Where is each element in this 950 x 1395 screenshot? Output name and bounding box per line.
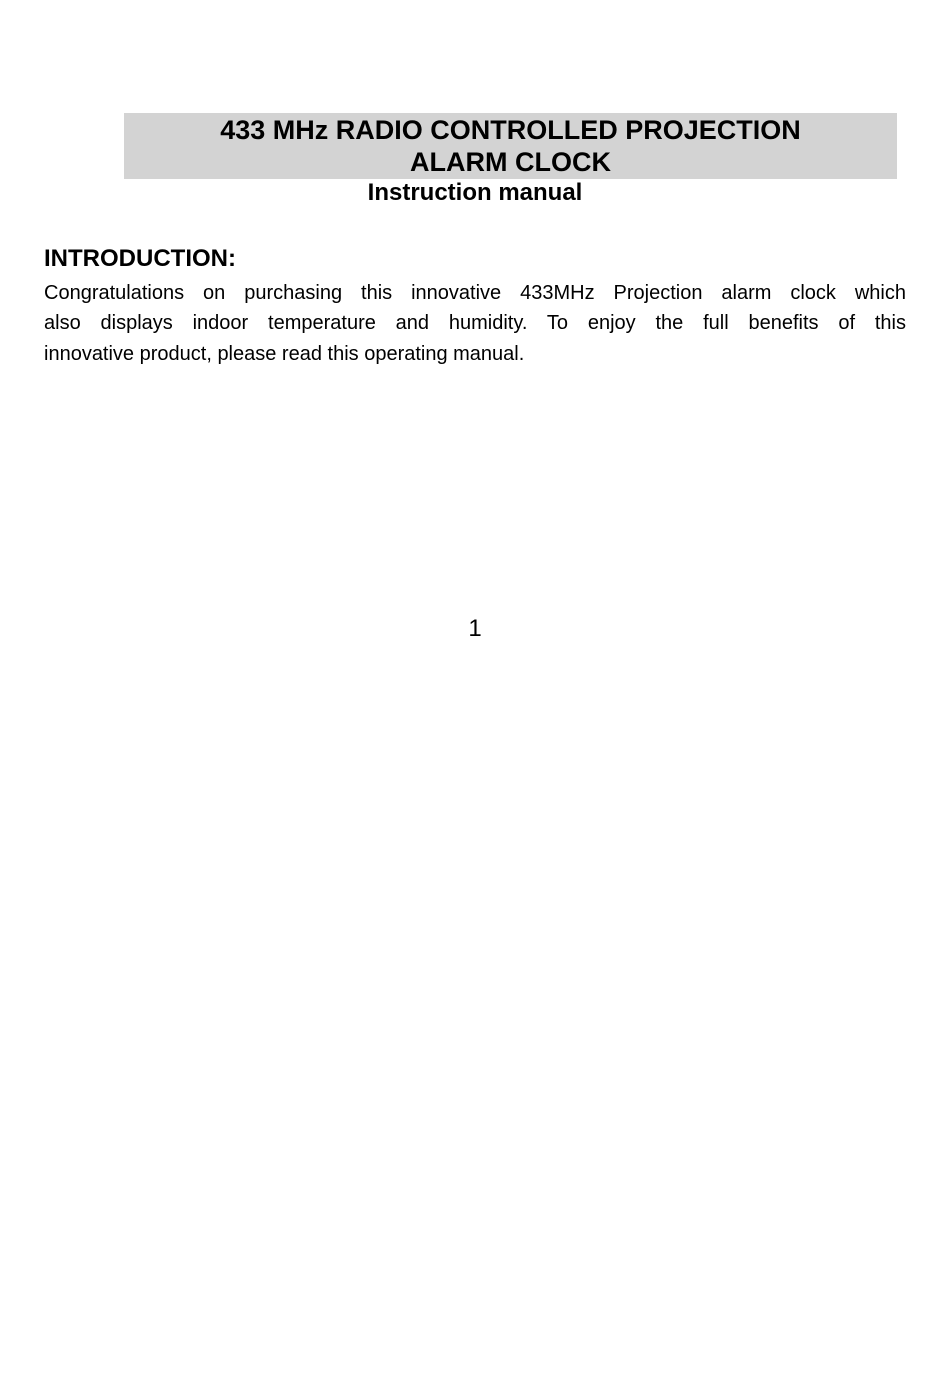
introduction-text-line: also displays indoor temperature and humidity. To enjoy the full benefits of this [44,312,906,334]
document-subtitle: Instruction manual [367,179,583,206]
introduction-text-line: innovative product, please read this operating manual. [44,343,525,365]
introduction-heading: INTRODUCTION: [44,245,236,272]
page-number: 1 [468,615,482,642]
document-title-line-1: 433 MHz RADIO CONTROLLED PROJECTION [220,115,801,145]
introduction-text-line: Congratulations on purchasing this innovative 433MHz Projection alarm clock which [44,282,906,304]
document-title-line-2: ALARM CLOCK [410,147,611,177]
